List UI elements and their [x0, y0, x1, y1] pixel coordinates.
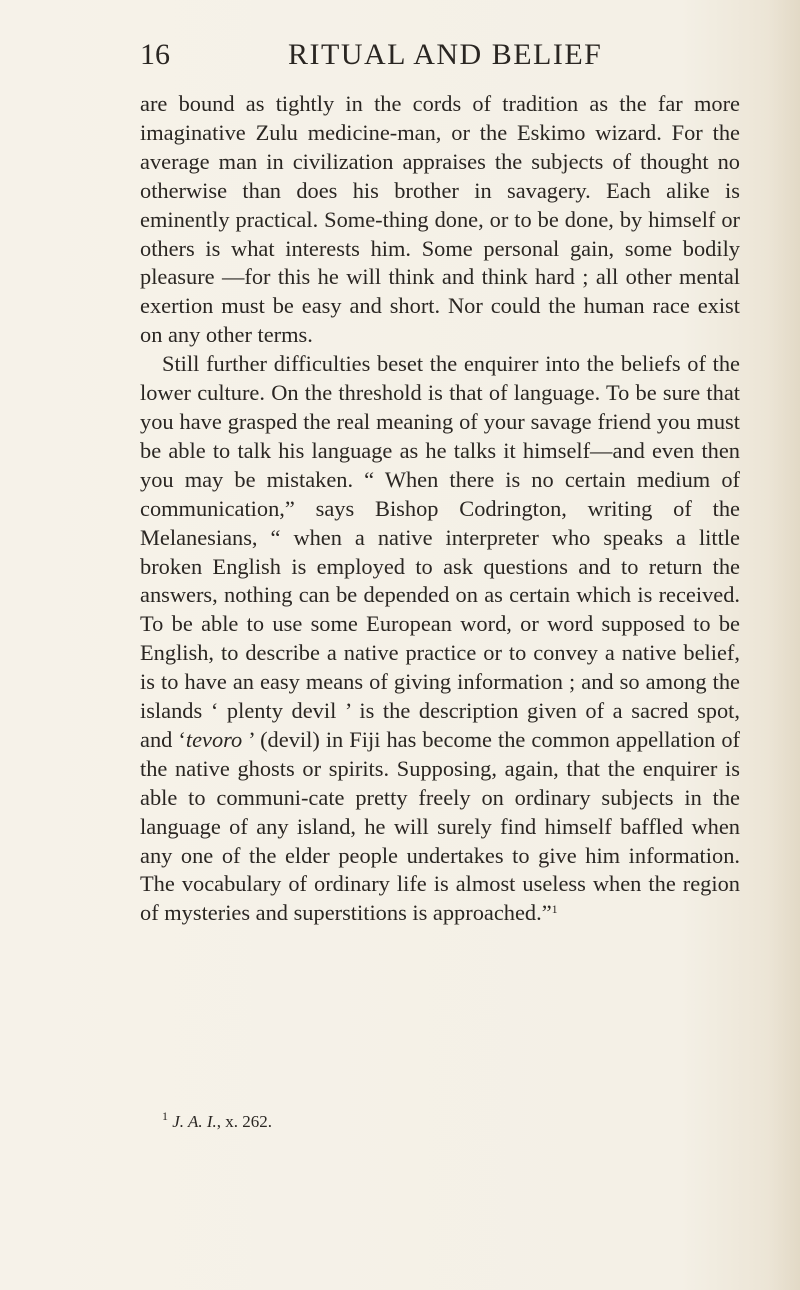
- footnote-source-location: , x. 262.: [216, 1112, 273, 1131]
- italic-word-tevoro: tevoro: [185, 726, 243, 752]
- paragraph-2-text-a: Still further difficulties beset the enquirer into the beliefs of the lower culture. On the threshold is that of language. To be sure that you have grasped the real meaning of your savage friend you must be able to talk his language as he talks it himself—and even then you may be mistaken. “ When there is no certain medium of communication,” says Bishop Codrington, writing of the Melanesians, “ when a native interpreter who speaks a little broken English is employed to ask questions and to return the answers, nothing can be depended on as certain which is received. To be able to use some European word, or word supposed to be English, to describe a native practice or to convey a native belief, is to have an easy means of giving information ; and so among the islands ‘ plenty devil ’ is the description given of a sacred spot, and ‘: [140, 351, 740, 752]
- running-title: RITUAL AND BELIEF: [288, 38, 603, 71]
- running-head: [140, 38, 740, 78]
- paragraph-2-text-b: ’ (devil) in Fiji has become the common appellation of the native ghosts or spirits. Supposing, again, that the enquirer is able to communi-cate pretty freely on ordinary subjects in the language of any island, he will surely find himself baffled when any one of the elder people undertakes to give him information. The vocabulary of ordinary life is almost useless when the region of mysteries and superstitions is approached.”: [140, 726, 741, 926]
- paragraph-1: are bound as tightly in the cords of tradition as the far more imaginative Zulu medicine-man, or the Eskimo wizard. For the average man in civilization appraises the subjects of thought no otherwise than does his brother in savagery. Each alike is eminently practical. Some-thing done, or to be done, by himself or others is what interests him. Some personal gain, some bodily pleasure —for this he will think and think hard ; all other mental exertion must be easy and short. Nor could the human race exist on any other terms.: [140, 91, 740, 348]
- footnote-reference: 1: [551, 902, 558, 917]
- body-text: [140, 90, 740, 928]
- footnote: [162, 1111, 722, 1133]
- footnote-marker: 1: [162, 1109, 168, 1123]
- footnote-source-journal: J. A. I.: [172, 1112, 217, 1131]
- paragraph-2: [140, 350, 740, 928]
- page-number: 16: [140, 38, 170, 71]
